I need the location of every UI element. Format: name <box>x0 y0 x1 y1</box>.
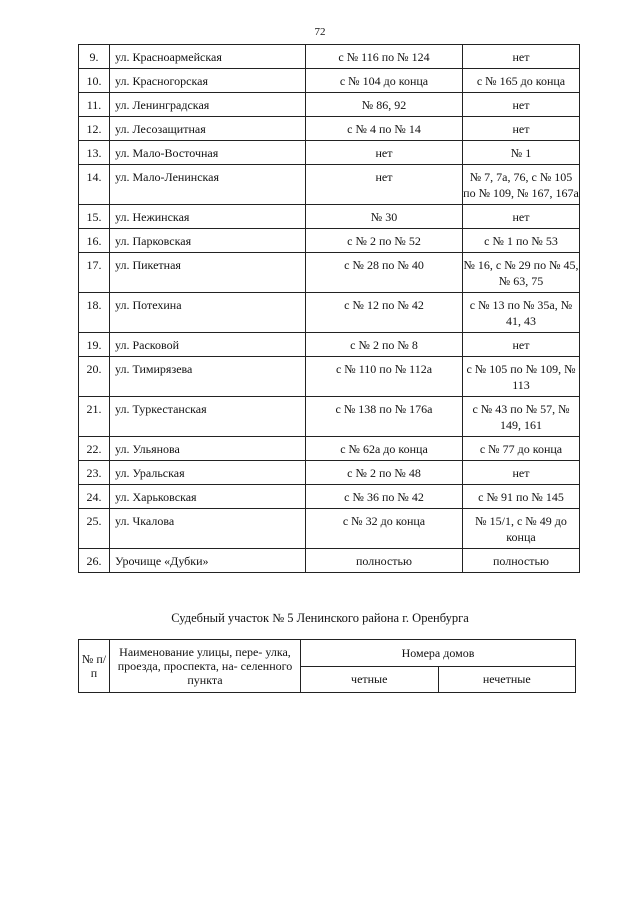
street-name: ул. Ленинградская <box>110 93 306 117</box>
odd-houses: нет <box>463 461 580 485</box>
table-row <box>79 205 580 229</box>
even-houses: нет <box>306 141 463 165</box>
table-row <box>79 333 580 357</box>
row-number: 23. <box>79 461 110 485</box>
table-row <box>79 93 580 117</box>
even-houses: с № 32 до конца <box>306 509 463 549</box>
row-number: 19. <box>79 333 110 357</box>
even-houses: полностью <box>306 549 463 573</box>
header-num: № п/п <box>79 640 110 693</box>
row-number: 9. <box>79 45 110 69</box>
odd-houses: с № 77 до конца <box>463 437 580 461</box>
even-houses: с № 2 по № 52 <box>306 229 463 253</box>
even-houses: с № 4 по № 14 <box>306 117 463 141</box>
odd-houses: с № 1 по № 53 <box>463 229 580 253</box>
table-row <box>79 509 580 549</box>
table-row <box>79 117 580 141</box>
table-row <box>79 549 580 573</box>
table-row <box>79 141 580 165</box>
page-number: 72 <box>314 26 326 38</box>
row-number: 18. <box>79 293 110 333</box>
section-title: Судебный участок № 5 Ленинского района г. Оренбурга <box>171 611 469 625</box>
row-number: 17. <box>79 253 110 293</box>
street-name: ул. Тимирязева <box>110 357 306 397</box>
row-number: 12. <box>79 117 110 141</box>
even-houses: с № 2 по № 48 <box>306 461 463 485</box>
row-number: 13. <box>79 141 110 165</box>
street-name: ул. Нежинская <box>110 205 306 229</box>
row-number: 10. <box>79 69 110 93</box>
row-number: 20. <box>79 357 110 397</box>
odd-houses: с № 43 по № 57, № 149, 161 <box>463 397 580 437</box>
header-houses: Номера домов <box>301 640 576 667</box>
street-name: ул. Пикетная <box>110 253 306 293</box>
odd-houses: нет <box>463 117 580 141</box>
street-name: ул. Уральская <box>110 461 306 485</box>
table-row <box>79 293 580 333</box>
even-houses: с № 110 по № 112а <box>306 357 463 397</box>
street-name: ул. Мало-Ленинская <box>110 165 306 205</box>
streets-table <box>78 44 580 573</box>
header-name: Наименование улицы, пере- улка, проезда, проспекта, на- селенного пункта <box>110 640 301 693</box>
row-number: 25. <box>79 509 110 549</box>
table-row <box>79 165 580 205</box>
street-name: ул. Красноармейская <box>110 45 306 69</box>
even-houses: с № 104 до конца <box>306 69 463 93</box>
table-row <box>79 461 580 485</box>
odd-houses: № 7, 7а, 76, с № 105 по № 109, № 167, 167а <box>463 165 580 205</box>
row-number: 16. <box>79 229 110 253</box>
even-houses: с № 62а до конца <box>306 437 463 461</box>
table-row <box>79 69 580 93</box>
odd-houses: № 16, с № 29 по № 45, № 63, 75 <box>463 253 580 293</box>
row-number: 24. <box>79 485 110 509</box>
odd-houses: нет <box>463 45 580 69</box>
even-houses: с № 116 по № 124 <box>306 45 463 69</box>
even-houses: № 30 <box>306 205 463 229</box>
street-name: ул. Харьковская <box>110 485 306 509</box>
row-number: 11. <box>79 93 110 117</box>
table-row <box>79 229 580 253</box>
street-name: ул. Потехина <box>110 293 306 333</box>
odd-houses: с № 105 по № 109, № 113 <box>463 357 580 397</box>
street-name: ул. Ульянова <box>110 437 306 461</box>
section-5-table <box>78 639 576 693</box>
even-houses: нет <box>306 165 463 205</box>
street-name: ул. Туркестанская <box>110 397 306 437</box>
odd-houses: нет <box>463 93 580 117</box>
even-houses: с № 2 по № 8 <box>306 333 463 357</box>
odd-houses: № 15/1, с № 49 до конца <box>463 509 580 549</box>
row-number: 14. <box>79 165 110 205</box>
table-row <box>79 397 580 437</box>
street-name: ул. Красногорская <box>110 69 306 93</box>
row-number: 21. <box>79 397 110 437</box>
table-row <box>79 437 580 461</box>
row-number: 15. <box>79 205 110 229</box>
odd-houses: с № 165 до конца <box>463 69 580 93</box>
odd-houses: с № 91 по № 145 <box>463 485 580 509</box>
street-name: ул. Парковская <box>110 229 306 253</box>
street-name: Урочище «Дубки» <box>110 549 306 573</box>
odd-houses: № 1 <box>463 141 580 165</box>
table-row <box>79 253 580 293</box>
table-row <box>79 357 580 397</box>
even-houses: с № 138 по № 176а <box>306 397 463 437</box>
street-name: ул. Расковой <box>110 333 306 357</box>
street-name: ул. Мало-Восточная <box>110 141 306 165</box>
even-houses: № 86, 92 <box>306 93 463 117</box>
streets-table-body <box>79 45 580 573</box>
odd-houses: полностью <box>463 549 580 573</box>
street-name: ул. Чкалова <box>110 509 306 549</box>
row-number: 26. <box>79 549 110 573</box>
row-number: 22. <box>79 437 110 461</box>
header-even: четные <box>301 666 439 693</box>
odd-houses: с № 13 по № 35а, № 41, 43 <box>463 293 580 333</box>
header-odd: нечетные <box>438 666 576 693</box>
table-row <box>79 485 580 509</box>
even-houses: с № 28 по № 40 <box>306 253 463 293</box>
header-row <box>79 640 576 667</box>
even-houses: с № 12 по № 42 <box>306 293 463 333</box>
odd-houses: нет <box>463 333 580 357</box>
even-houses: с № 36 по № 42 <box>306 485 463 509</box>
street-name: ул. Лесозащитная <box>110 117 306 141</box>
odd-houses: нет <box>463 205 580 229</box>
table-row <box>79 45 580 69</box>
